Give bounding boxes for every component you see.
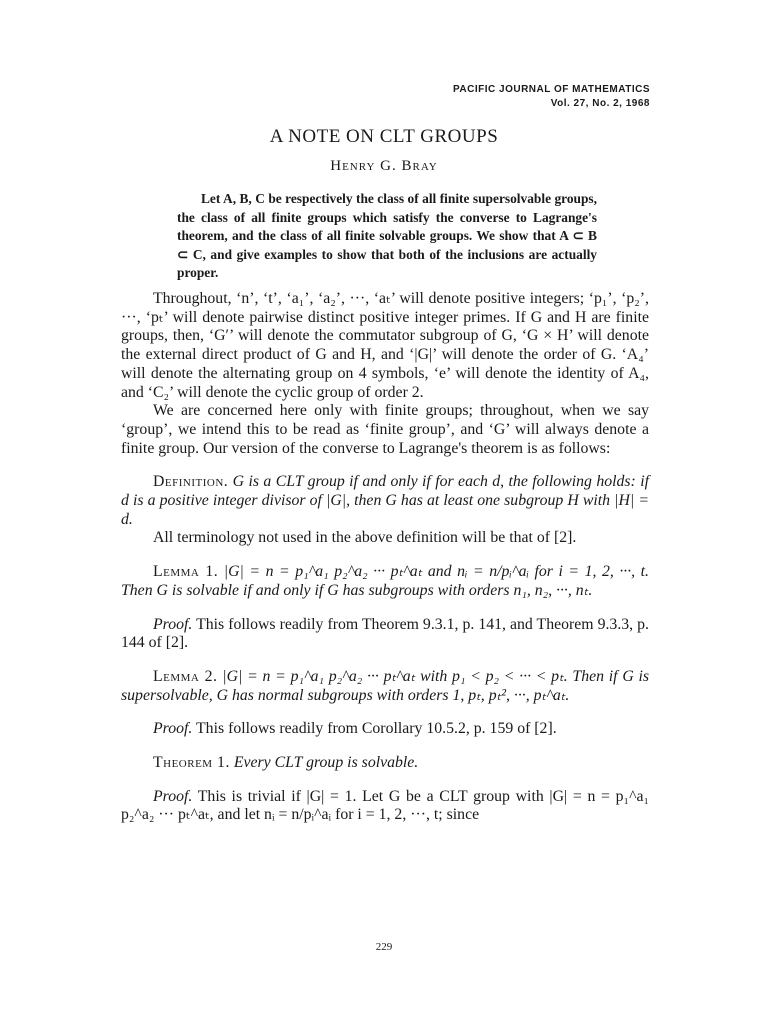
lemma-1-text: |G| = n = p₁^a₁ p₂^a₂ ··· pₜ^aₜ and nᵢ = n/pᵢ^aᵢ for i = 1, 2, ···, t. Then G is solvable if and only if G has subgroups with orders n₁, n₂, ···, nₜ. bbox=[121, 563, 650, 599]
proof-2 bbox=[121, 720, 649, 739]
proof-2-text: This follows readily from Corollary 10.5.2, p. 159 of [2]. bbox=[196, 720, 557, 738]
proof-3-label: Proof. bbox=[153, 787, 193, 805]
paper-author: Henry G. Bray bbox=[330, 158, 438, 174]
proof-1 bbox=[121, 616, 649, 653]
abstract bbox=[177, 190, 597, 283]
lemma-2 bbox=[121, 668, 649, 705]
journal-header bbox=[453, 83, 650, 111]
proof-3-text: This is trivial if |G| = 1. Let G be a CLT group with |G| = n = p₁^a₁ p₂^a₂ ··· pₜ^aₜ, and let nᵢ = n/pᵢ^aᵢ for i = 1, 2, ···, t; since bbox=[121, 787, 649, 824]
page-number: 229 bbox=[375, 941, 393, 953]
proof-3 bbox=[121, 788, 649, 825]
lemma-1-label: Lemma 1. bbox=[153, 563, 219, 581]
journal-volume: Vol. 27, No. 2, 1968 bbox=[550, 98, 650, 109]
definition-text: G is a CLT group if and only if for each d, the following holds: if d is a positive integer divisor of |G|, then G has at least one subgroup H with |H| = d. bbox=[121, 473, 649, 528]
proof-2-label: Proof. bbox=[153, 720, 193, 738]
lemma-2-text: |G| = n = p₁^a₁ p₂^a₂ ··· pₜ^aₜ with p₁ < p₂ < ··· < pₜ. Then if G is supersolvable, G has normal subgroups with orders 1, pₜ, pₜ², ···, pₜ^aₜ. bbox=[121, 667, 650, 704]
theorem-1-label: Theorem 1. bbox=[153, 754, 230, 772]
theorem-1-text: Every CLT group is solvable. bbox=[233, 754, 419, 772]
body-text bbox=[121, 290, 649, 825]
lemma-1 bbox=[121, 563, 649, 600]
proof-1-label: Proof. bbox=[153, 615, 193, 633]
terminology-note: All terminology not used in the above definition will be that of [2]. bbox=[153, 529, 577, 547]
abstract-text: Let A, B, C be respectively the class of all finite supersolvable groups, the class of all finite groups which satisfy the converse to Lagrange's theorem, and the class of all finite solvable groups. We show that A ⊂ B ⊂ C, and give examples to show that both of the inclusions are actually proper. bbox=[177, 191, 597, 280]
theorem-1 bbox=[121, 754, 649, 773]
paper-title: A NOTE ON CLT GROUPS bbox=[269, 126, 499, 147]
lemma-2-label: Lemma 2. bbox=[153, 667, 218, 685]
journal-name: PACIFIC JOURNAL OF MATHEMATICS bbox=[452, 84, 650, 95]
paragraph-finite-groups: We are concerned here only with finite groups; throughout, when we say ‘group’, we intend this to be read as ‘finite group’, and ‘G’ will always denote a finite group. Our version of the converse to Lagrange's theorem is as follows: bbox=[121, 402, 649, 457]
definition-label: Definition. bbox=[153, 473, 229, 491]
definition bbox=[121, 473, 649, 529]
paragraph-notation: Throughout, ‘n’, ‘t’, ‘a₁’, ‘a₂’, ···, ‘aₜ’ will denote positive integers; ‘p₁’, ‘p₂’, ···, ‘pₜ’ will denote pairwise distinct positive integer primes. If G and H are finite groups, then, ‘G′’ will denote the commutator subgroup of G, ‘G × H’ will denote the external direct product of G and H, and ‘|G|’ will denote the order of G. ‘A₄’ will denote the alternating group on 4 symbols, ‘e’ will denote the identity of A₄, and ‘C₂’ will denote the cyclic group of order 2. bbox=[121, 290, 649, 401]
proof-1-text: This follows readily from Theorem 9.3.1, p. 141, and Theorem 9.3.3, p. 144 of [2]. bbox=[121, 615, 649, 652]
